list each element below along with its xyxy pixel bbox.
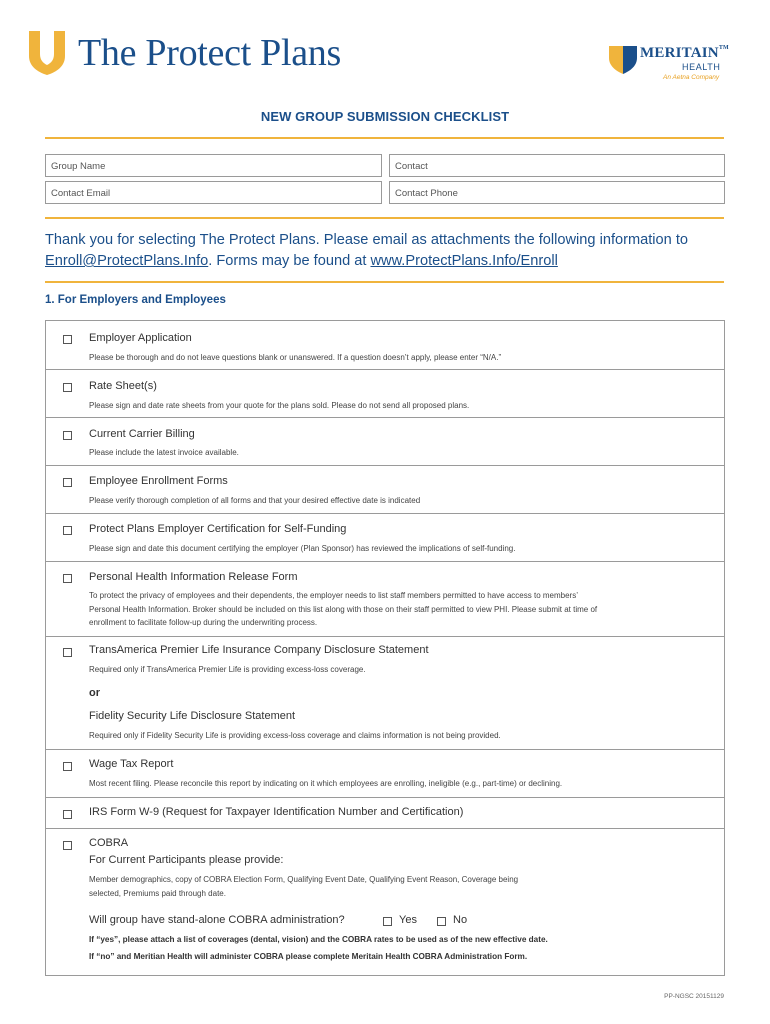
row-separator — [46, 561, 724, 562]
document-code: PP-NGSC 20151129 — [664, 993, 724, 1000]
divider — [45, 137, 724, 139]
item-title: Current Carrier Billing — [89, 428, 195, 440]
row-separator — [46, 513, 724, 514]
transamerica-disclosure-checkbox[interactable] — [63, 648, 72, 657]
item-desc: Please verify thorough completion of all forms and that your desired effective date is indicated — [89, 496, 421, 505]
contact-label: Contact — [395, 161, 428, 172]
cobra-no-label: No — [453, 914, 468, 926]
item-title: Wage Tax Report — [89, 758, 174, 770]
divider — [45, 217, 724, 219]
meritain-health: HEALTH — [682, 62, 721, 72]
w9-checkbox[interactable] — [63, 810, 72, 819]
row-separator — [46, 465, 724, 466]
item-title: IRS Form W-9 (Request for Taxpayer Identification Number and Certification) — [89, 806, 464, 818]
or-separator: or — [89, 687, 100, 699]
brand-name: The Protect Plans — [78, 32, 341, 74]
row-separator — [46, 369, 724, 370]
cobra-no-note: If “no” and Meritian Health will administer COBRA please complete Meritain Health COBRA Administration Form. — [89, 952, 528, 961]
item-desc: Member demographics, copy of COBRA Election Form, Qualifying Event Date, Qualifying Event Reason, Coverage being selected, Premiums paid through date. — [89, 875, 519, 898]
phi-release-checkbox[interactable] — [63, 574, 72, 583]
item-desc: Most recent filing. Please reconcile this report by indicating on it which employees are enrolling, ineligible (e.g., part-time) or declining. — [89, 779, 563, 788]
divider — [45, 281, 724, 283]
cobra-yes-checkbox[interactable] — [383, 917, 392, 926]
meritain-shield-icon — [608, 44, 638, 76]
cobra-no-checkbox[interactable] — [437, 917, 446, 926]
cobra-yes-note: If “yes”, please attach a list of coverages (dental, vision) and the COBRA rates to be used as of the new effective date. — [89, 935, 548, 944]
cobra-checkbox[interactable] — [63, 841, 72, 850]
item-title: TransAmerica Premier Life Insurance Company Disclosure Statement — [89, 644, 429, 656]
meritain-logo — [608, 42, 728, 92]
item-title: COBRA — [89, 837, 129, 849]
item-title: Protect Plans Employer Certification for Self-Funding — [89, 523, 347, 535]
cobra-yes-label: Yes — [399, 914, 417, 926]
item-desc: Required only if Fidelity Security Life is providing excess-loss coverage and claims information is not being provided. — [89, 731, 501, 740]
item-title: Rate Sheet(s) — [89, 380, 157, 392]
contact-field[interactable] — [389, 154, 725, 177]
row-separator — [46, 636, 724, 637]
item-title: Fidelity Security Life Disclosure Statement — [89, 710, 296, 722]
rate-sheets-checkbox[interactable] — [63, 383, 72, 392]
wage-tax-report-checkbox[interactable] — [63, 762, 72, 771]
group-name-field[interactable] — [45, 154, 382, 177]
shield-icon — [28, 30, 66, 76]
protect-plans-logo — [28, 30, 341, 76]
item-subtitle: For Current Participants please provide: — [89, 854, 284, 866]
contact-email-field[interactable] — [45, 181, 382, 204]
email-link[interactable]: Enroll@ProtectPlans.Info — [45, 253, 209, 269]
intro-text: Thank you for selecting The Protect Plans. Please email as attachments the following information to Enroll@ProtectPlans.Info. Forms may be found at www.ProtectPlans.Info/Enroll — [45, 232, 689, 269]
row-separator — [46, 797, 724, 798]
checklist-box — [45, 320, 725, 976]
enrollment-forms-checkbox[interactable] — [63, 478, 72, 487]
item-title: Employee Enrollment Forms — [89, 475, 228, 487]
section-title: 1. For Employers and Employees — [45, 294, 226, 306]
meritain-name: MERITAIN™ — [640, 45, 729, 61]
item-desc: Please sign and date rate sheets from your quote for the plans sold. Please do not send all proposed plans. — [89, 401, 470, 410]
item-desc: Please sign and date this document certifying the employer (Plan Sponsor) has reviewed the implications of self-funding. — [89, 544, 516, 553]
item-title: Personal Health Information Release Form — [89, 571, 298, 583]
contact-phone-label: Contact Phone — [395, 188, 458, 199]
row-separator — [46, 749, 724, 750]
item-title: Employer Application — [89, 332, 192, 344]
item-desc: Please be thorough and do not leave questions blank or unanswered. If a question doesn’t apply, please enter “N/A.” — [89, 353, 502, 362]
cobra-question: Will group have stand-alone COBRA administration? — [89, 914, 345, 926]
row-separator — [46, 417, 724, 418]
row-separator — [46, 828, 724, 829]
contact-email-label: Contact Email — [51, 188, 111, 199]
group-name-label: Group Name — [51, 161, 106, 172]
enroll-url-link[interactable]: www.ProtectPlans.Info/Enroll — [370, 253, 558, 269]
employer-application-checkbox[interactable] — [63, 335, 72, 344]
meritain-tagline: An Aetna Company — [663, 74, 720, 81]
item-desc: Please include the latest invoice available. — [89, 448, 239, 457]
header — [28, 28, 728, 88]
self-funding-certification-checkbox[interactable] — [63, 526, 72, 535]
document-title: NEW GROUP SUBMISSION CHECKLIST — [260, 109, 510, 124]
carrier-billing-checkbox[interactable] — [63, 431, 72, 440]
item-desc: Required only if TransAmerica Premier Life is providing excess-loss coverage. — [89, 665, 366, 674]
contact-phone-field[interactable] — [389, 181, 725, 204]
item-desc: To protect the privacy of employees and their dependents, the employer needs to list staff members permitted to have access to members’ Personal Health Information. Broker should be included on this list along with those on their staff permitted to view PHI. Please submit at time of enrollment to facilitate follow-up during the underwriting process. — [89, 591, 598, 627]
